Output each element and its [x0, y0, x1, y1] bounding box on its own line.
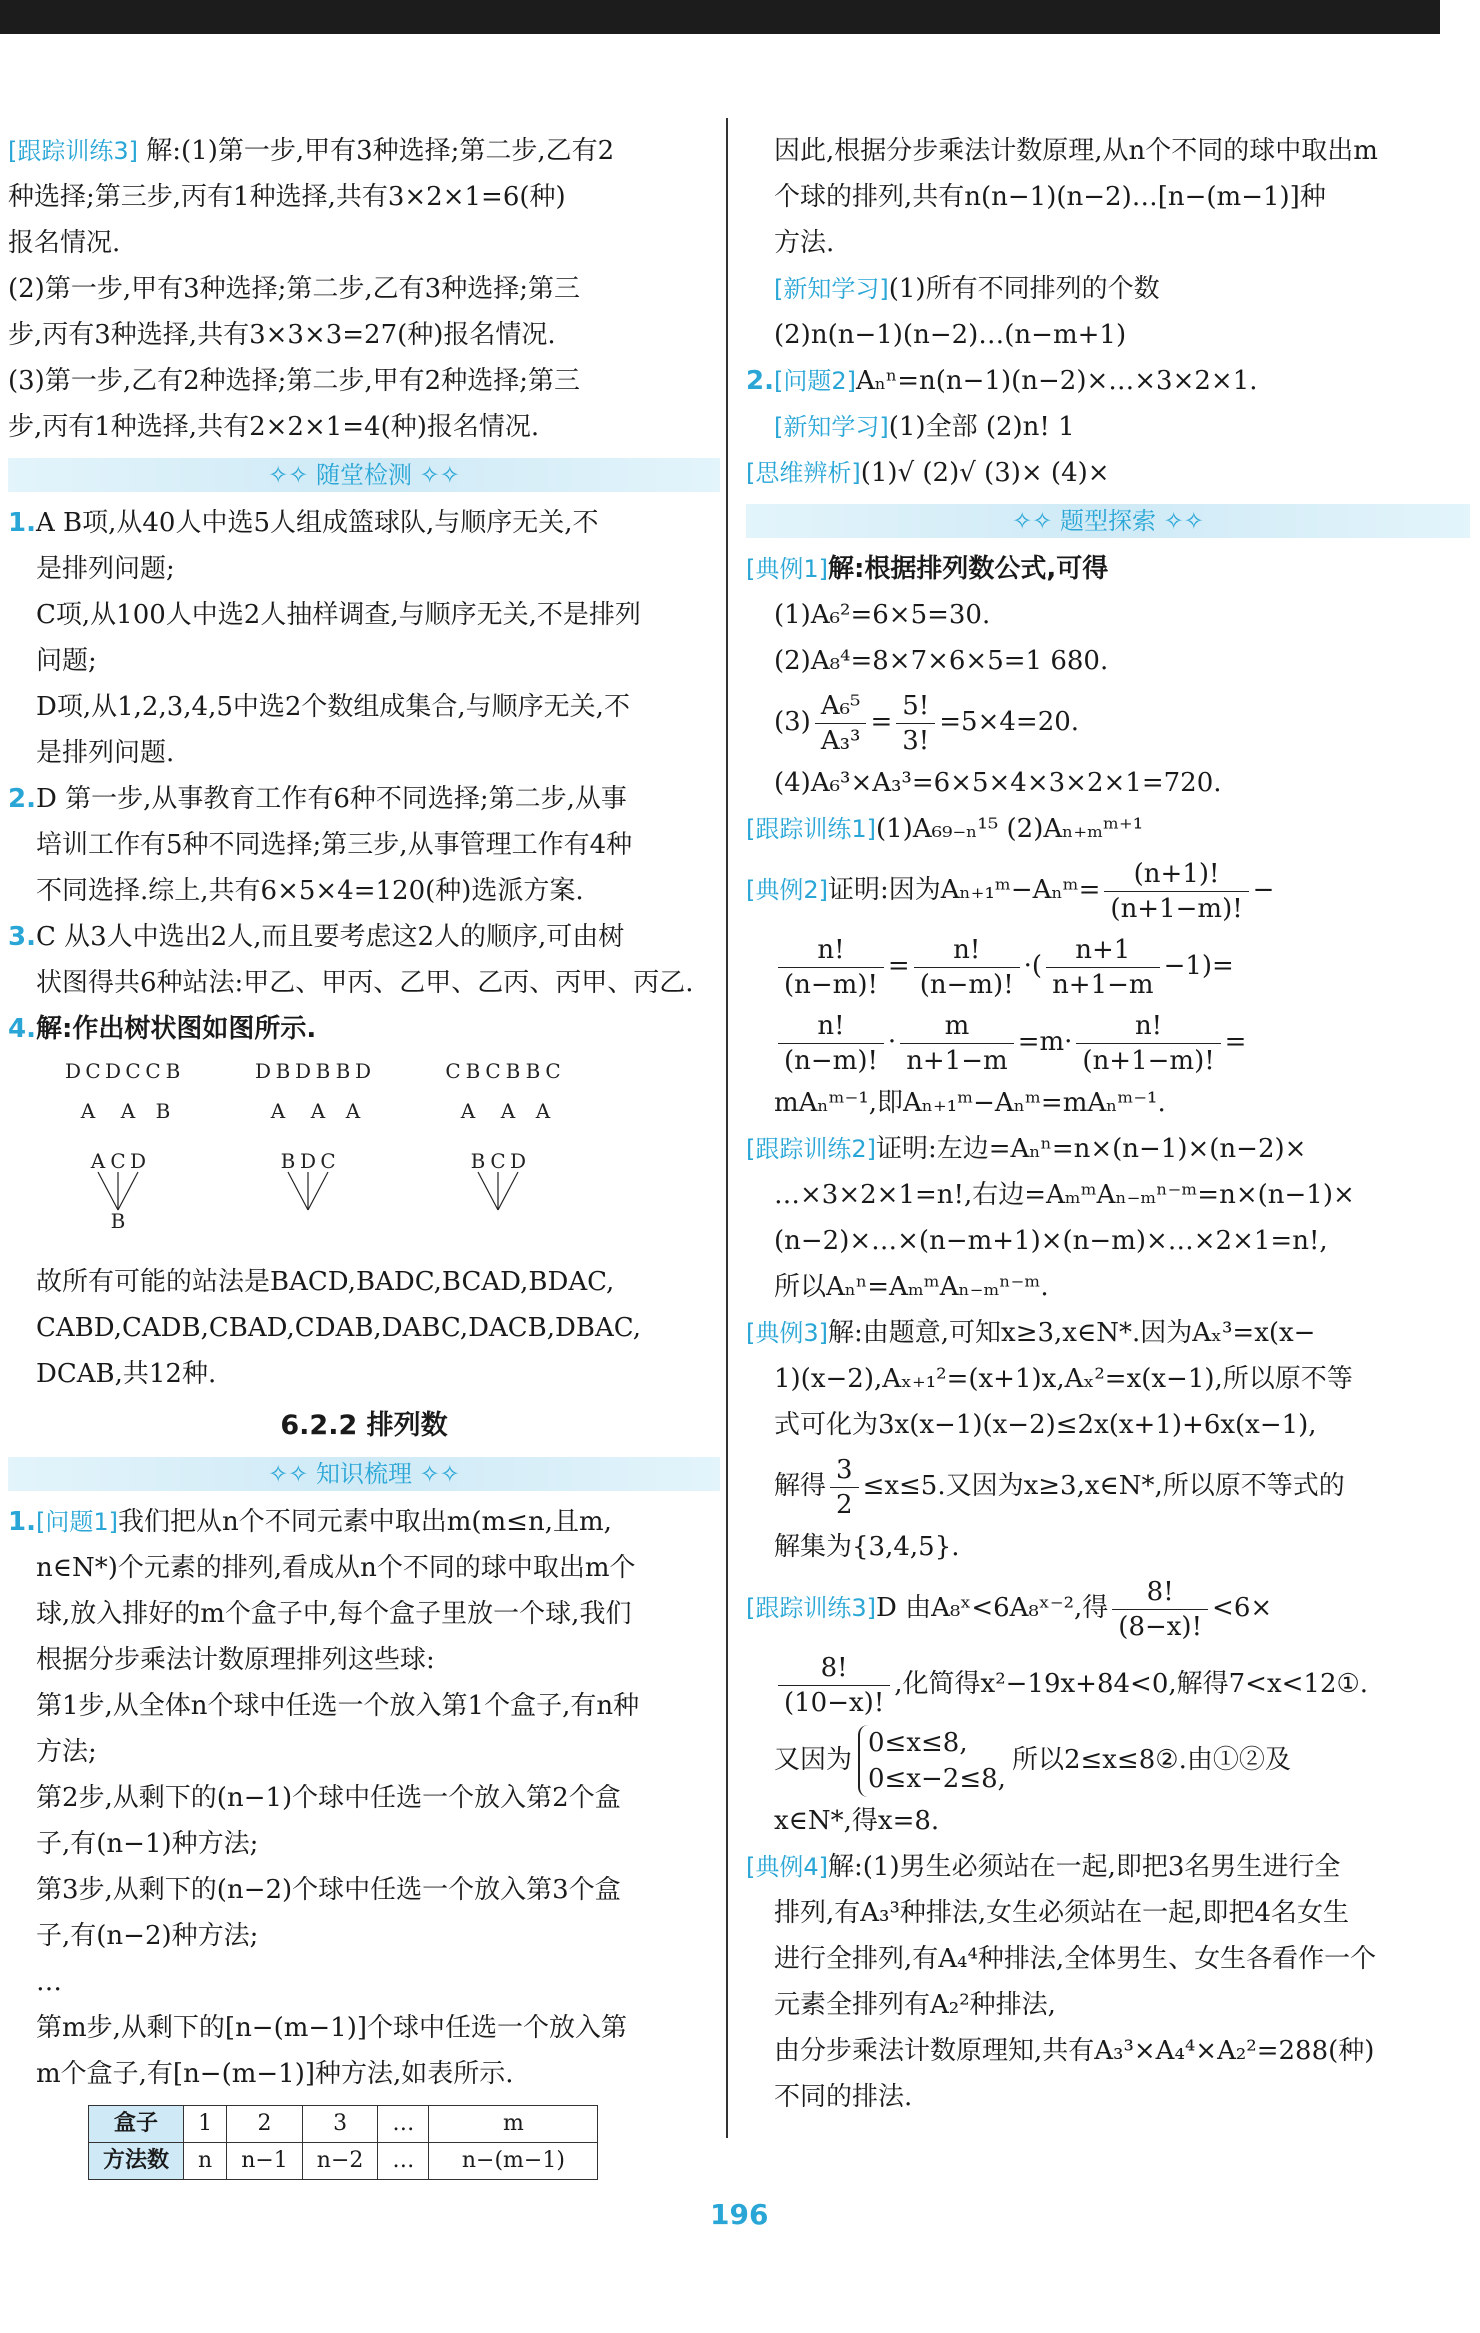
- tree-node: B: [275, 1059, 291, 1083]
- tree-node: C: [445, 1059, 461, 1083]
- tree-node: D: [299, 1149, 317, 1173]
- tree-node: A: [310, 1099, 326, 1123]
- tree-node: A: [90, 1149, 106, 1173]
- tree-node: D: [509, 1149, 527, 1173]
- right-column: 因此,根据分步乘法计数原理,从n个不同的球中取出m 个球的排列,共有n(n−1)(n−2)…[n−(m−1)]种 方法. [新知学习](1)所有不同排列的个数 (2)n(n−1)(n−2)…(n−m+1) 2.[问题2]Aₙⁿ=n(n−1)(n−2)×…×3×2×1. [新知学习](1)全部 (2)n! 1 [思维辨析](1)√ (2)√ (3)× (4)× ✧✧ 题型探索 ✧✧ [典例1]解:根据排列数公式,可得 (1)A₆²=6×5=30. (2)A₈⁴=8×7×6×5=1 680. (3) $\frac{\text{A₆⁵}}{\text{A₃³}}$ = $\frac{5!}{3!}$ =5×4=20. (4)A₆³×A₃³=6×5×4×3×2×1=720. [跟踪训练1](1)A₆₉₋ₙ¹⁵ (2)Aₙ₊ₘᵐ⁺¹ [典例2]证明:因为Aₙ₊₁ᵐ−Aₙᵐ= $\frac{(n+1)!}{(n+1-m)!}$ − $\frac{n!}{(n-m)!}$ = $\frac{n!}{(n-m)!}$ ·( $\frac{n+1}{n+1-m}$ −1)= $\frac{n!}{(n-m)!}$ · $\frac{m}{n+1-m}$ =m· $\frac{n!}{(n+1-m)!}$ = mAₙᵐ⁻¹,即Aₙ₊₁ᵐ−Aₙᵐ=mAₙᵐ⁻¹. [跟踪训练2]证明:左边=Aₙⁿ=n×(n−1)×(n−2)× …×3×2×1=n!,右边=AₘᵐAₙ₋ₘⁿ⁻ᵐ=n×(n−1)× (n−2)×…×(n−m+1)×(n−m)×…×2×1=n!, 所以Aₙⁿ=AₘᵐAₙ₋ₘⁿ⁻ᵐ. [典例3]解:由题意,可知x≥3,x∈N*.因为Aₓ³=x(x− 1)(x−2),Aₓ₊₁²=(x+1)x,Aₓ²=x(x−1),所以原不等 式可化为3x(x−1)(x−2)≤2x(x+1)+6x(x−1), 解得 $\frac{3}{2}$ ≤x≤5.又因为x≥3,x∈N*,所以原不等式的 解集为{3,4,5}. [跟踪训练3]D 由A₈ˣ<6A₈ˣ⁻²,得 $\frac{8!}{(8-x)!}$ <6× $\frac{8!}{(10-x)!}$ ,化简得x²−19x+84<0,解得7<x<12①. 又因为0≤x≤8, 0≤x−2≤8,所以2≤x≤8②.由①②及 x∈N*,得x=8. [典例4]解:(1)男生必须站在一起,即把3名男生进行全 排列,有A₃³种排法,女生必须站在一起,即把4名女生 进行全排列,有A₄⁴种排法,全体男生、女生各看作一个 元素全排列有A₂²种排法, 由分步乘法计数原理知,共有A₃³×A₄⁴×A₂²=288(种) 不同的排法.: [746, 128, 1470, 2120]
- tree-node: B: [525, 1059, 541, 1083]
- example-3: [典例3]解:由题意,可知x≥3,x∈N*.因为Aₓ³=x(x− 1)(x−2),Aₓ₊₁²=(x+1)x,Aₓ²=x(x−1),所以原不等 式可化为3x(x−1)(x−2)≤2x(x+1)+6x(x−1), 解得 $\frac{3}{2}$ ≤x≤5.又因为x≥3,x∈N*,所以原不等式的 解集为{3,4,5}.: [746, 1318, 1353, 1562]
- tree-node: C: [490, 1149, 506, 1173]
- banner-explore: ✧✧ 题型探索 ✧✧: [746, 504, 1470, 538]
- banner-class-test: ✧✧ 随堂检测 ✧✧: [8, 458, 720, 492]
- tree-node: A: [80, 1099, 96, 1123]
- column-divider: [726, 118, 728, 2138]
- tree-edge: [98, 1172, 118, 1210]
- top-bar: [0, 0, 1440, 34]
- tree-node: B: [315, 1059, 331, 1083]
- tree-node: D: [354, 1059, 372, 1083]
- tracking-3-right: [跟踪训练3]D 由A₈ˣ<6A₈ˣ⁻²,得 $\frac{8!}{(8-x)!}$ <6× $\frac{8!}{(10-x)!}$ ,化简得x²−19x+84<0,解得7<x<12①. 又因为0≤x≤8, 0≤x−2≤8,所以2≤x≤8②.由①②及 x∈N*,得x=8.: [746, 1576, 1369, 1836]
- tree-edge: [308, 1172, 328, 1210]
- tag-label: [跟踪训练3]: [8, 137, 138, 165]
- tree-node: B: [335, 1059, 351, 1083]
- tree-node: B: [110, 1209, 126, 1233]
- table-row: 方法数 n n−1 n−2 … n−(m−1): [89, 2143, 598, 2180]
- tree-node: A: [500, 1099, 516, 1123]
- question-3: 3.C 从3人中选出2人,而且要考虑这2人的顺序,可由树 状图得共6种站法:甲乙、甲丙、乙甲、乙丙、丙甲、丙乙.: [8, 922, 694, 998]
- tree-node: B: [280, 1149, 296, 1173]
- tree-node: A: [120, 1099, 136, 1123]
- tree-node: A: [270, 1099, 286, 1123]
- tree-node: A: [345, 1099, 361, 1123]
- tree-node: C: [145, 1059, 161, 1083]
- tree-node: D: [254, 1059, 272, 1083]
- left-column: [跟踪训练3] 解:(1)第一步,甲有3种选择;第二步,乙有2 种选择;第三步,丙有1种选择,共有3×2×1=6(种) 报名情况. (2)第一步,甲有3种选择;第二步,乙有3种选择;第三 步,丙有3种选择,共有3×3×3=27(种)报名情况. (3)第一步,乙有2种选择;第二步,甲有2种选择;第三 步,丙有1种选择,共有2×2×1=4(种)报名情况. ✧✧ 随堂检测 ✧✧ 1.A B项,从40人中选5人组成篮球队,与顺序无关,不 是排列问题; C项,从100人中选2人抽样调查,与顺序无关,不是排列 问题; D项,从1,2,3,4,5中选2个数组成集合,与顺序无关,不 是排列问题. 2.D 第一步,从事教育工作有6种不同选择;第二步,从事 培训工作有5种不同选择;第三步,从事管理工作有4种 不同选择.综上,共有6×5×4=120(种)选派方案. 3.C 从3人中选出2人,而且要考虑这2人的顺序,可由树 状图得共6种站法:甲乙、甲丙、乙甲、乙丙、丙甲、丙乙. 4.解:作出树状图如图所示. D C D C C B A A B A C D B D B D B B D A A A B D C C B C B B C A A A B C D 故所有可能的站法是BACD,BADC,BCAD,BDAC, CABD,CADB,CBAD,CDAB,DABC,DACB,DBAC, DCAB,共12种. 6.2.2 排列数 ✧✧ 知识梳理 ✧✧ 1.[问题1]我们把从n个不同元素中取出m(m≤n,且m, n∈N*)个元素的排列,看成从n个不同的球中取出m个 球,放入排好的m个盒子中,每个盒子里放一个球,我们 根据分步乘法计数原理排列这些球: 第1步,从全体n个球中任选一个放入第1个盒子,有n种 方法; 第2步,从剩下的(n−1)个球中任选一个放入第2个盒 子,有(n−1)种方法; 第3步,从剩下的(n−2)个球中任选一个放入第3个盒 子,有(n−2)种方法; … 第m步,从剩下的[n−(m−1)]个球中任选一个放入第 m个盒子,有[n−(m−1)]种方法,如表所示. 盒子 1 2 3 … m 方法数 n n−1 n−2 … n−(m−1): [8, 128, 720, 2180]
- question-4: 4.解:作出树状图如图所示.: [8, 1014, 317, 1044]
- tracking-3: [跟踪训练3] 解:(1)第一步,甲有3种选择;第二步,乙有2 种选择;第三步,丙有1种选择,共有3×2×1=6(种) 报名情况. (2)第一步,甲有3种选择;第二步,乙有3种选择;第三 步,丙有3种选择,共有3×3×3=27(种)报名情况. (3)第一步,乙有2种选择;第二步,甲有2种选择;第三 步,丙有1种选择,共有2×2×1=4(种)报名情况.: [8, 136, 615, 442]
- tree-edge: [498, 1172, 518, 1210]
- tree-node: D: [294, 1059, 312, 1083]
- section-title: 6.2.2 排列数: [280, 1410, 448, 1441]
- method-table: [88, 2105, 598, 2180]
- tree-node: A: [535, 1099, 551, 1123]
- example-1: [典例1]解:根据排列数公式,可得 (1)A₆²=6×5=30. (2)A₈⁴=8×7×6×5=1 680. (3) $\frac{\text{A₆⁵}}{\text{A₃³}}$ = $\frac{5!}{3!}$ =5×4=20. (4)A₆³×A₃³=6×5×4×3×2×1=720.: [746, 554, 1222, 798]
- tree-edge: [288, 1172, 308, 1210]
- tree-node: B: [165, 1059, 181, 1083]
- tree-node: D: [64, 1059, 82, 1083]
- tree-node: C: [125, 1059, 141, 1083]
- tree-node: B: [465, 1059, 481, 1083]
- page-number: 196: [710, 2198, 769, 2231]
- tracking-2: [跟踪训练2]证明:左边=Aₙⁿ=n×(n−1)×(n−2)× …×3×2×1=n!,右边=AₘᵐAₙ₋ₘⁿ⁻ᵐ=n×(n−1)× (n−2)×…×(n−m+1)×(n−m)×…×2×1=n!, 所以Aₙⁿ=AₘᵐAₙ₋ₘⁿ⁻ᵐ.: [746, 1134, 1355, 1302]
- banner-knowledge: ✧✧ 知识梳理 ✧✧: [8, 1457, 720, 1491]
- tree-node: C: [545, 1059, 561, 1083]
- example-2: [典例2]证明:因为Aₙ₊₁ᵐ−Aₙᵐ= $\frac{(n+1)!}{(n+1-m)!}$ − $\frac{n!}{(n-m)!}$ = $\frac{n!}{(n-m)!}$ ·( $\frac{n+1}{n+1-m}$ −1)= $\frac{n!}{(n-m)!}$ · $\frac{m}{n+1-m}$ =m· $\frac{n!}{(n+1-m)!}$ = mAₙᵐ⁻¹,即Aₙ₊₁ᵐ−Aₙᵐ=mAₙᵐ⁻¹.: [746, 858, 1275, 1118]
- example-4: [典例4]解:(1)男生必须站在一起,即把3名男生进行全 排列,有A₃³种排法,女生必须站在一起,即把4名女生 进行全排列,有A₄⁴种排法,全体男生、女生各看作一个 元素全排列有A₂²种排法, 由分步乘法计数原理知,共有A₃³×A₄⁴×A₂²=288(种) 不同的排法.: [746, 1852, 1377, 2112]
- problem-1: 1.[问题1]我们把从n个不同元素中取出m(m≤n,且m, n∈N*)个元素的排列,看成从n个不同的球中取出m个 球,放入排好的m个盒子中,每个盒子里放一个球,我们 根据分步乘法计数原理排列这些球: 第1步,从全体n个球中任选一个放入第1个盒子,有n种 方法; 第2步,从剩下的(n−1)个球中任选一个放入第2个盒 子,有(n−1)种方法; 第3步,从剩下的(n−2)个球中任选一个放入第3个盒 子,有(n−2)种方法; … 第m步,从剩下的[n−(m−1)]个球中任选一个放入第 m个盒子,有[n−(m−1)]种方法,如表所示.: [8, 1507, 640, 2089]
- tree-edge: [478, 1172, 498, 1210]
- tree-edge: [118, 1172, 138, 1210]
- tree-node: A: [460, 1099, 476, 1123]
- question-1: 1.A B项,从40人中选5人组成篮球队,与顺序无关,不 是排列问题; C项,从100人中选2人抽样调查,与顺序无关,不是排列 问题; D项,从1,2,3,4,5中选2个数组成集合,与顺序无关,不 是排列问题.: [8, 508, 641, 768]
- tree-node: D: [104, 1059, 122, 1083]
- tree-node: C: [320, 1149, 336, 1173]
- tree-node: B: [470, 1149, 486, 1173]
- tree-diagram: [8, 1058, 608, 1238]
- tree-node: B: [505, 1059, 521, 1083]
- tree-node: C: [485, 1059, 501, 1083]
- tree-node: D: [129, 1149, 147, 1173]
- tree-node: C: [85, 1059, 101, 1083]
- tree-node: C: [110, 1149, 126, 1173]
- question-2: 2.D 第一步,从事教育工作有6种不同选择;第二步,从事 培训工作有5种不同选择;第三步,从事管理工作有4种 不同选择.综上,共有6×5×4=120(种)选派方案.: [8, 784, 633, 906]
- table-row: 盒子 1 2 3 … m: [89, 2106, 598, 2143]
- tree-node: B: [155, 1099, 171, 1123]
